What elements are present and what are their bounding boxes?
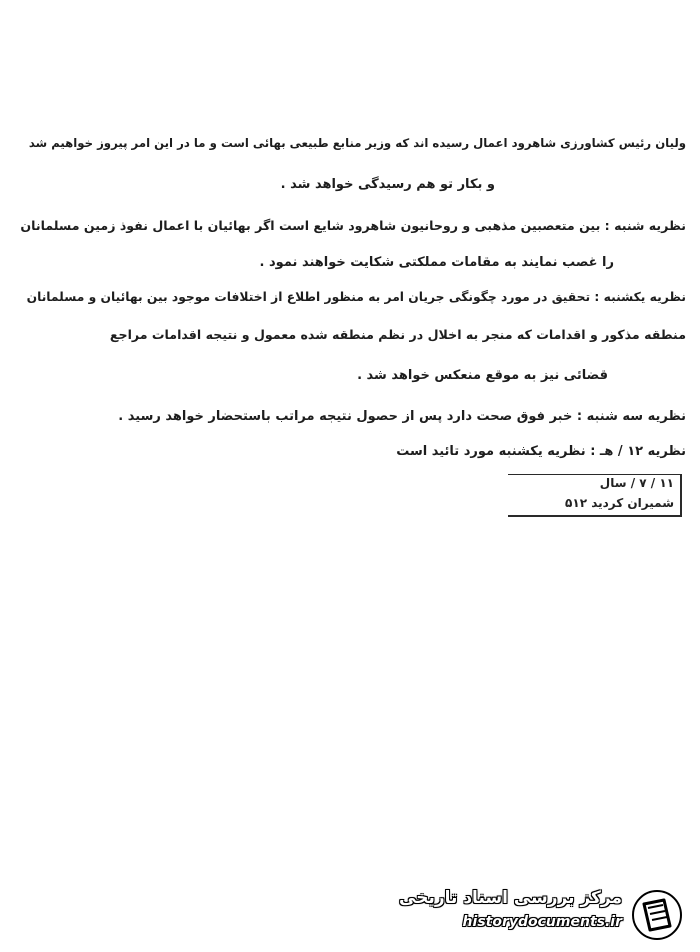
document-line-1: ولیان رئیس کشاورزی شاهرود اعمال رسیده اند که وزیر منابع طبیعی بهائی است و ما در این امر پیروز خواهیم شد [28,136,686,150]
document-line-2: و بکار تو هم رسیدگی خواهد شد . [280,177,495,192]
watermark-url: historydocuments.ir [462,914,622,930]
document-line-8: نظریه سه شنبه : خبر فوق صحت دارد پس از حصول نتیجه مراتب باستحضار خواهد رسید . [118,409,686,424]
stamp-date: ۱۱ / ۷ / سال [599,476,674,490]
watermark [398,884,688,942]
stamp-note: شمیران کردید ۵۱۲ [565,496,674,510]
document-line-6: منطقه مذکور و اقدامات که منجر به اخلال در نظم منطقه شده معمول و نتیجه اقدامات مراجع [109,327,686,342]
handwritten-stamp [510,468,682,518]
document-line-4: را غصب نمایند به مقامات مملکتی شکایت خواهند نمود . [259,255,614,270]
watermark-title: مرکز بررسی اسناد تاریخی [399,888,622,908]
book-logo-icon [630,888,684,942]
document-line-7: قضائی نیز به موقع منعکس خواهد شد . [357,368,608,383]
document-line-9: نظریه ۱۲ / هـ : نظریه یکشنبه مورد تائید است [396,444,686,459]
document-line-3: نظریه شنبه : بین متعصبین مذهبی و روحانیون شاهرود شایع است اگر بهائیان با اعمال نفوذ زمین مسلمانان [20,218,686,233]
document-line-5: نظریه یکشنبه : تحقیق در مورد چگونگی جریان امر به منظور اطلاع از اختلافات موجود بین بهائیان و مسلمانان [26,290,686,304]
